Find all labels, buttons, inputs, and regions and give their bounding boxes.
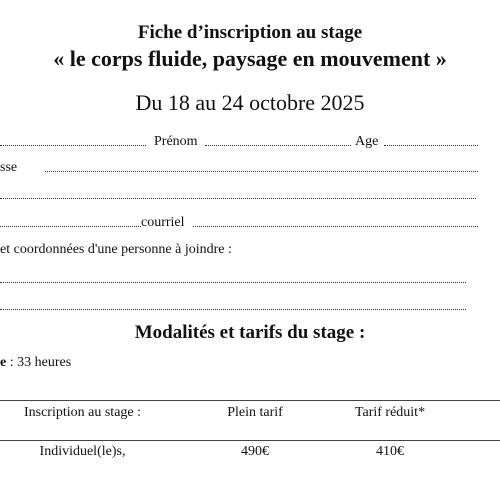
form-title: Fiche d’inscription au stage: [137, 22, 363, 43]
name-field[interactable]: [0, 145, 146, 146]
prenom-field[interactable]: [205, 145, 351, 146]
adresse-label: sse: [0, 160, 18, 175]
table-row-individuel-label: Individuel(le)s,: [39, 444, 126, 459]
table-top-rule: [0, 400, 500, 401]
contact-field-line2[interactable]: [0, 309, 466, 310]
contact-field-line1[interactable]: [0, 282, 466, 283]
table-row-individuel-reduit: 410€: [376, 444, 404, 459]
table-header-tarif-reduit: Tarif réduit*: [354, 405, 426, 420]
stage-dates: Du 18 au 24 octobre 2025: [135, 90, 365, 115]
age-label: Age: [355, 134, 379, 149]
table-header-rule: [0, 440, 500, 441]
adresse-field-line2[interactable]: [0, 198, 476, 199]
prenom-label: Prénom: [154, 134, 198, 149]
table-header-plein-tarif: Plein tarif: [227, 405, 283, 420]
age-field[interactable]: [384, 145, 478, 146]
table-row-individuel-plein: 490€: [241, 444, 269, 459]
adresse-field[interactable]: [45, 171, 478, 172]
courriel-field[interactable]: [193, 226, 478, 227]
contact-label: et coordonnées d'une personne à joindre :: [0, 242, 232, 257]
courriel-label: courriel: [141, 215, 185, 230]
duration-label: e: [0, 355, 7, 370]
table-header-inscription: Inscription au stage :: [23, 405, 142, 420]
stage-title: « le corps fluide, paysage en mouvement »: [53, 46, 447, 71]
section-title: Modalités et tarifs du stage :: [134, 322, 366, 343]
phone-field[interactable]: [0, 226, 141, 227]
duration-line: [0, 355, 71, 371]
duration-value: : 33 heures: [6, 355, 72, 370]
